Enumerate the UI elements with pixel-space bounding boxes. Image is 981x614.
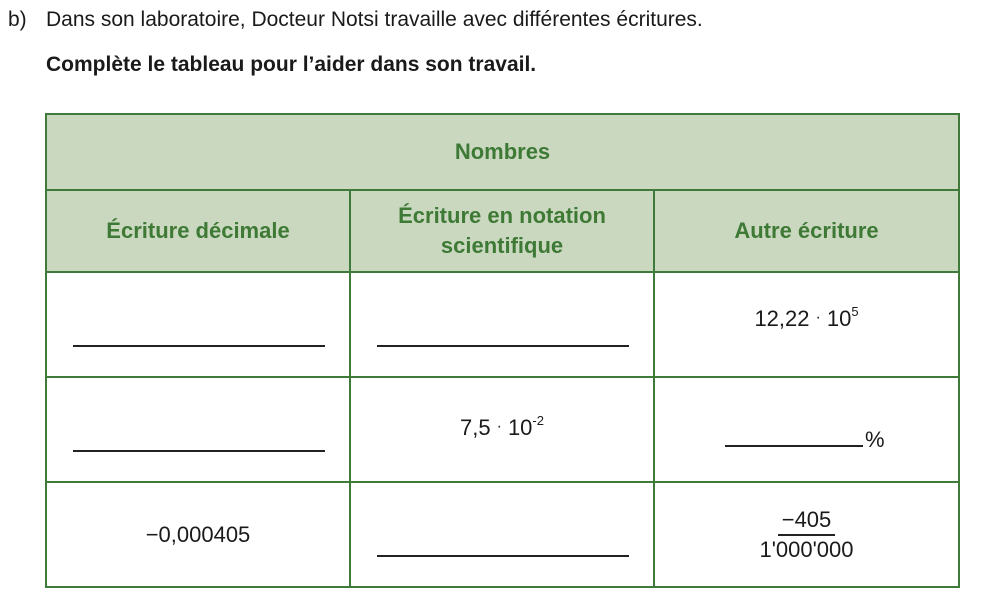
given-value-row2 <box>460 412 544 441</box>
cell-other-row1 <box>654 272 959 377</box>
table-row <box>46 377 959 482</box>
numbers-table <box>45 113 960 588</box>
base: 10 <box>507 414 533 440</box>
answer-blank-scientific-row1[interactable] <box>377 345 629 347</box>
exponent: 5 <box>851 303 859 319</box>
cell-other-row3 <box>654 482 959 587</box>
column-header-scientific-label: Écriture en notation scientifique <box>398 203 606 258</box>
answer-blank-decimal-row2[interactable] <box>73 450 325 452</box>
exponent: -2 <box>532 412 544 428</box>
cell-scientific-row1 <box>350 272 654 377</box>
table-row <box>46 482 959 587</box>
mantissa: 7,5 <box>460 414 491 440</box>
given-value-row1 <box>754 303 859 332</box>
cell-decimal-row3 <box>46 482 350 587</box>
base: 10 <box>826 305 852 331</box>
cell-other-row2 <box>654 377 959 482</box>
percent-answer <box>725 429 885 451</box>
column-header-decimal: Écriture décimale <box>46 190 350 272</box>
percent-sign: % <box>865 427 885 452</box>
multiply-dot: · <box>496 417 502 435</box>
cell-decimal-row2 <box>46 377 350 482</box>
table-header-row <box>46 190 959 272</box>
fraction-denominator: 1'000'000 <box>759 536 854 562</box>
answer-blank-scientific-row3[interactable] <box>377 555 629 557</box>
cell-decimal-row1 <box>46 272 350 377</box>
given-value-row3: −0,000405 <box>145 521 251 547</box>
mantissa: 12,22 <box>754 305 810 331</box>
fraction <box>757 506 855 564</box>
column-header-scientific <box>350 190 654 272</box>
instruction-text: Complète le tableau pour l’aider dans son travail. <box>46 53 537 76</box>
question-label: b) <box>8 8 27 31</box>
answer-blank-decimal-row1[interactable] <box>73 345 325 347</box>
cell-scientific-row3 <box>350 482 654 587</box>
question-text: Dans son laboratoire, Docteur Notsi travaille avec différentes écritures. <box>46 8 703 31</box>
column-header-other: Autre écriture <box>654 190 959 272</box>
cell-scientific-row2 <box>350 377 654 482</box>
question-line <box>8 8 703 32</box>
fraction-numerator: −405 <box>778 506 836 536</box>
answer-blank-percent-row2[interactable] <box>725 445 863 447</box>
table-title: Nombres <box>46 114 959 190</box>
table-title-row <box>46 114 959 190</box>
multiply-dot: · <box>815 308 821 326</box>
table-row <box>46 272 959 377</box>
